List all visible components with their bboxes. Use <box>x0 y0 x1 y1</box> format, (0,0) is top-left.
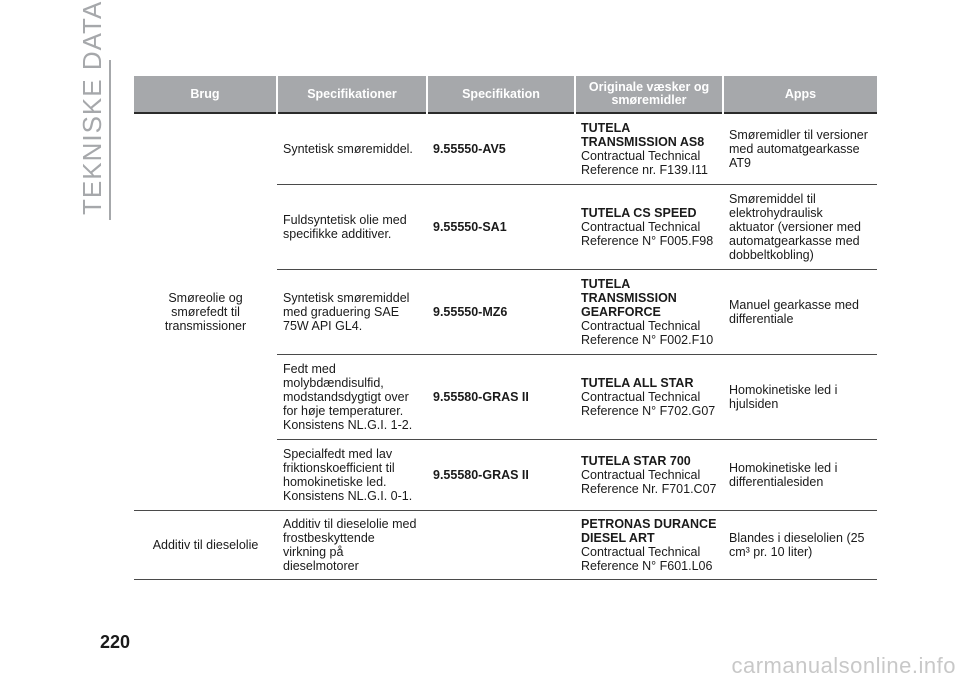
fluid-cell <box>575 440 723 511</box>
spec-code-cell <box>427 511 575 580</box>
fluid-name: TUTELA CS SPEED <box>581 206 697 220</box>
spec-cell: Specialfedt med lav friktionskoefficient til homokinetiske led. Konsistens NL.G.I. 0-1. <box>277 440 427 511</box>
fluid-name: TUTELA TRANSMISSION GEARFORCE <box>581 277 677 319</box>
fluid-reference: Contractual Technical Reference N° F702.G07 <box>581 390 716 418</box>
section-title: TEKNISKE DATA <box>77 0 107 215</box>
spec-code-cell: 9.55550-AV5 <box>427 113 575 185</box>
fluid-reference: Contractual Technical Reference N° F005.F98 <box>581 220 714 248</box>
fluid-name: TUTELA STAR 700 <box>581 454 691 468</box>
spec-code-cell: 9.55550-SA1 <box>427 185 575 270</box>
fluid-reference: Contractual Technical Reference Nr. F701.C07 <box>581 468 717 496</box>
usage-cell: Smøreolie og smørefedt til transmissioner <box>134 113 277 511</box>
header-specifikationer: Specifikationer <box>277 76 427 113</box>
fluid-cell <box>575 113 723 185</box>
usage-cell: Additiv til dieselolie <box>134 511 277 580</box>
header-brug: Brug <box>134 76 277 113</box>
spec-code-cell: 9.55580-GRAS II <box>427 440 575 511</box>
header-specifikation: Specifikation <box>427 76 575 113</box>
spec-cell: Syntetisk smøremiddel. <box>277 113 427 185</box>
table-row <box>134 113 877 185</box>
spec-cell: Fedt med molybdændisulfid, modstandsdygtigt over for høje temperaturer. Konsistens NL.G.I. 1-2. <box>277 355 427 440</box>
spec-cell: Additiv til dieselolie med frostbeskyttende virkning på dieselmotorer <box>277 511 427 580</box>
fluid-cell <box>575 511 723 580</box>
watermark-text: carmanualsonline.info <box>731 653 956 678</box>
apps-cell: Smøremidler til versioner med automatgearkasse AT9 <box>723 113 877 185</box>
fluid-cell <box>575 355 723 440</box>
fluid-cell <box>575 185 723 270</box>
fluid-name: TUTELA ALL STAR <box>581 376 694 390</box>
page-number: 220 <box>100 632 131 652</box>
apps-cell: Blandes i dieselolien (25 cm³ pr. 10 liter) <box>723 511 877 580</box>
fluid-cell <box>575 270 723 355</box>
fluid-reference: Contractual Technical Reference N° F601.L06 <box>581 545 713 573</box>
spec-code-cell: 9.55580-GRAS II <box>427 355 575 440</box>
fluid-name: PETRONAS DURANCE DIESEL ART <box>581 517 717 545</box>
apps-cell: Smøremiddel til elektrohydraulisk aktuator (versioner med automatgearkasse med dobbeltkobling) <box>723 185 877 270</box>
lubricants-table <box>134 76 877 580</box>
header-apps: Apps <box>723 76 877 113</box>
apps-cell: Manuel gearkasse med differentiale <box>723 270 877 355</box>
fluid-reference: Contractual Technical Reference N° F002.F10 <box>581 319 714 347</box>
table-header-row <box>134 76 877 113</box>
section-divider <box>109 60 111 220</box>
table-row <box>134 511 877 580</box>
apps-cell: Homokinetiske led i hjulsiden <box>723 355 877 440</box>
apps-cell: Homokinetiske led i differentialesiden <box>723 440 877 511</box>
spec-cell: Syntetisk smøremiddel med graduering SAE 75W API GL4. <box>277 270 427 355</box>
spec-cell: Fuldsyntetisk olie med specifikke additiver. <box>277 185 427 270</box>
spec-code-cell: 9.55550-MZ6 <box>427 270 575 355</box>
fluid-reference: Contractual Technical Reference nr. F139.I11 <box>581 149 708 177</box>
fluid-name: TUTELA TRANSMISSION AS8 <box>581 121 705 149</box>
header-originale-vaesker: Originale væsker og smøremidler <box>575 76 723 113</box>
